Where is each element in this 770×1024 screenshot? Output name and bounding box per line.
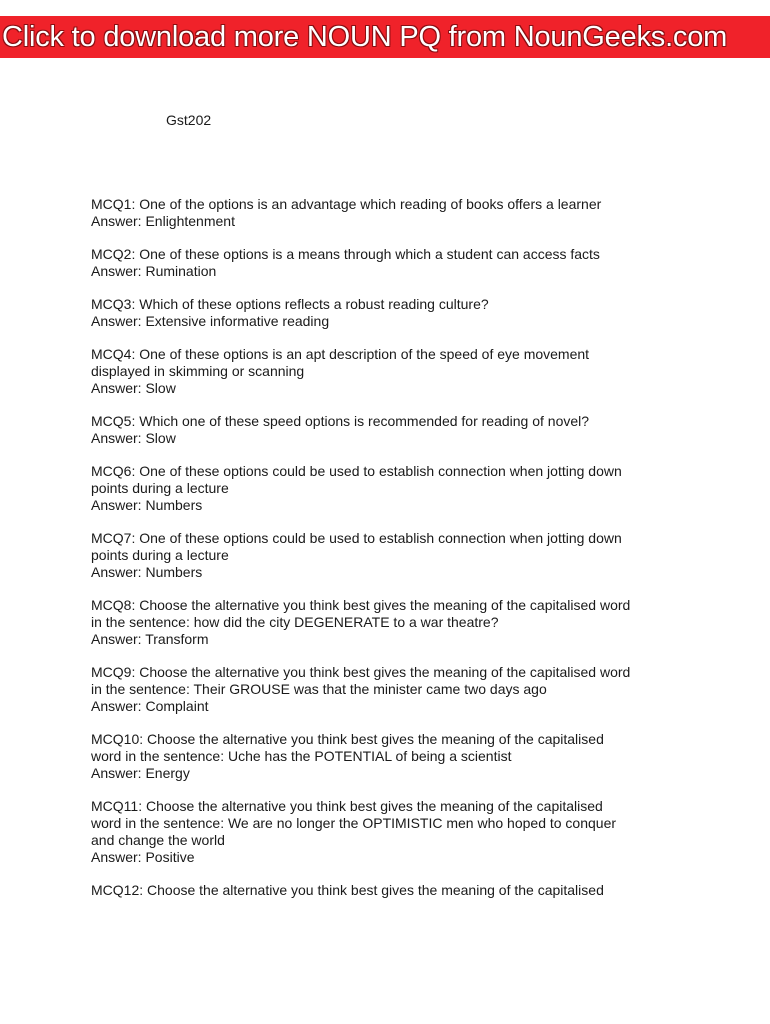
- question-text-continued: in the sentence: how did the city DEGENERATE to a war theatre?: [91, 614, 499, 630]
- question-text: MCQ8: Choose the alternative you think best gives the meaning of the capitalised word: [91, 597, 631, 613]
- question-list: [91, 196, 691, 915]
- question-text: MCQ4: One of these options is an apt description of the speed of eye movement: [91, 346, 590, 362]
- answer-text: Answer: Slow: [91, 430, 176, 446]
- answer-text: Answer: Numbers: [91, 564, 203, 580]
- question-item: [91, 597, 691, 648]
- question-item: [91, 664, 691, 715]
- question-item: [91, 413, 691, 447]
- question-text: MCQ6: One of these options could be used to establish connection when jotting down: [91, 463, 622, 479]
- question-text: MCQ11: Choose the alternative you think best gives the meaning of the capitalised: [91, 798, 603, 814]
- question-item: [91, 798, 691, 866]
- question-text: MCQ9: Choose the alternative you think best gives the meaning of the capitalised word: [91, 664, 631, 680]
- question-text-continued: word in the sentence: We are no longer the OPTIMISTIC men who hoped to conquer: [91, 815, 617, 831]
- question-text-continued: in the sentence: Their GROUSE was that the minister came two days ago: [91, 681, 547, 697]
- course-code: Gst202: [166, 112, 212, 128]
- download-banner-text: Click to download more NOUN PQ from NounGeeks.com: [2, 21, 728, 53]
- answer-text: Answer: Complaint: [91, 698, 209, 714]
- question-text: MCQ7: One of these options could be used to establish connection when jotting down: [91, 530, 622, 546]
- question-item: [91, 882, 691, 899]
- question-text-continued: points during a lecture: [91, 547, 229, 563]
- question-text: MCQ5: Which one of these speed options is recommended for reading of novel?: [91, 413, 590, 429]
- question-text-continued: word in the sentence: Uche has the POTENTIAL of being a scientist: [91, 748, 512, 764]
- answer-text: Answer: Positive: [91, 849, 195, 865]
- question-text-continued: displayed in skimming or scanning: [91, 363, 305, 379]
- answer-text: Answer: Extensive informative reading: [91, 313, 330, 329]
- download-banner-link[interactable]: [0, 16, 770, 58]
- answer-text: Answer: Enlightenment: [91, 213, 235, 229]
- question-text-continued: points during a lecture: [91, 480, 229, 496]
- question-text: MCQ12: Choose the alternative you think best gives the meaning of the capitalised: [91, 882, 604, 898]
- question-item: [91, 246, 691, 280]
- question-item: [91, 346, 691, 397]
- answer-text: Answer: Energy: [91, 765, 190, 781]
- question-item: [91, 196, 691, 230]
- answer-text: Answer: Numbers: [91, 497, 203, 513]
- question-item: [91, 296, 691, 330]
- answer-text: Answer: Slow: [91, 380, 176, 396]
- answer-text: Answer: Rumination: [91, 263, 217, 279]
- question-item: [91, 463, 691, 514]
- question-text: MCQ1: One of the options is an advantage which reading of books offers a learner: [91, 196, 602, 212]
- question-text: MCQ3: Which of these options reflects a robust reading culture?: [91, 296, 489, 312]
- answer-text: Answer: Transform: [91, 631, 209, 647]
- question-item: [91, 530, 691, 581]
- question-text: MCQ10: Choose the alternative you think best gives the meaning of the capitalised: [91, 731, 604, 747]
- question-text-continued: and change the world: [91, 832, 225, 848]
- question-text: MCQ2: One of these options is a means through which a student can access facts: [91, 246, 600, 262]
- question-item: [91, 731, 691, 782]
